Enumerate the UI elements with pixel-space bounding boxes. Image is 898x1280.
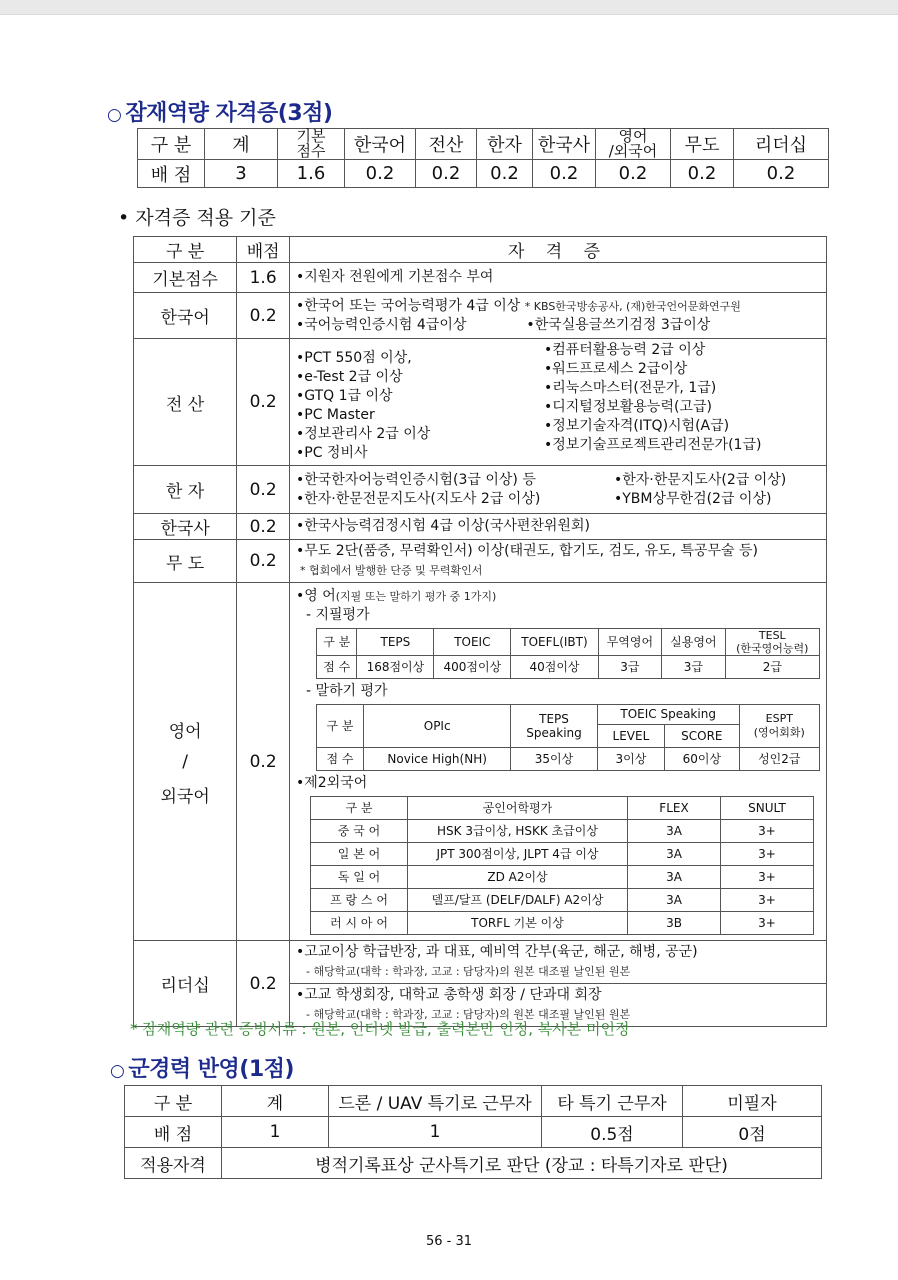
table-row: 일 본 어 JPT 300점이상, JLPT 4급 이상 3A 3+ <box>311 843 814 866</box>
table-row: 한국어 0.2 •한국어 또는 국어능력평가 4급 이상 * KBS한국방송공사, (재)한국언어문화연구원 •국어능력인증시험 4급이상 •한국실용글쓰기검정 3급이상 <box>134 293 827 339</box>
table-row: 구 분 계 드론 / UAV 특기로 근무자 타 특기 근무자 미필자 <box>125 1086 822 1117</box>
table-row: 리더십 0.2 •고교이상 학급반장, 과 대표, 예비역 간부(육군, 해군, 해병, 공군) - 해당학교(대학 : 학과장, 고교 : 담당자)의 원본 대조필 날인된 원본 •고교 학생회장, 대학교 총학생 회장 / 단과대 회장 - 해당학교(대학 : 학과장, 고교 : 담당자)의 원본 대조필 날인된 원본 <box>134 941 827 1027</box>
table-row: 구 분 공인어학평가 FLEX SNULT <box>311 797 814 820</box>
evidence-footnote: * 잠재역량 관련 증빙서류 : 원본, 인터넷 발급, 출력본만 인정, 복사본 미인정 <box>130 1020 630 1038</box>
table-row: 구 분 TEPS TOEIC TOEFL(IBT) 무역영어 실용영어 TESL (한국영어능력) <box>317 629 820 656</box>
table-row: 점 수 Novice High(NH) 35이상 3이상 60이상 성인2급 <box>317 748 820 771</box>
table-row: 배 점 1 1 0.5점 0점 <box>125 1117 822 1148</box>
criteria-table <box>133 236 827 1027</box>
table-row: 전 산 0.2 •PCT 550점 이상, •e-Test 2급 이상 •GTQ 1급 이상 •PC Master •정보관리사 2급 이상 •PC 정비사 •컴퓨터활용능력 2급 이상 •워드프로세스 2급이상 •리눅스마스터(전문가, 1급) •디지털정보활용능력(고급) •정보기술자격(ITQ)시험(A급) •정보기술프로젝트관리전문가(1급) <box>134 339 827 466</box>
table-row: 구 분 배점 자 격 증 <box>134 237 827 263</box>
table-row: LEVEL SCORE <box>317 725 820 748</box>
table-row: 중 국 어 HSK 3급이상, HSKK 초급이상 3A 3+ <box>311 820 814 843</box>
table-row: 구 분 OPIc TEPS Speaking TOEIC Speaking ESPT (영어회화) <box>317 705 820 725</box>
second-language-table <box>310 796 814 935</box>
table-row: 한 자 0.2 •한국한자어능력인증시험(3급 이상) 등 •한자·한문지도사(2급 이상) •한자·한문전문지도사(지도사 2급 이상) •YBM상무한검(2급 이상) <box>134 466 827 514</box>
section2-title: ○ 군경력 반영(1점) <box>110 1057 294 1082</box>
table-row: 배 점 3 1.6 0.2 0.2 0.2 0.2 0.2 0.2 0.2 <box>138 160 829 188</box>
table-row: 영어 / 외국어 0.2 •영 어(지필 또는 말하기 평가 중 1가지) - 지필평가 구 분 TEPS TOEIC TOEFL(IBT) 무역영어 실용영어 TESL (한국영어능력) 점 수 168점이상 400점이상 40점이상 3급 3급 2급 - 말하기 평가 구 분 OPIc TEPS Speaking TOEIC Speaking ESPT (영어회화) LEVEL SCORE 점 수 Novice High(NH) 35이상 3이상 60이상 성인2급 •제2외국어 구 분 공인어학평가 FLEX SNULT 중 국 어 HSK 3급이상, HSKK 초급이상 3A 3+ 일 본 어 JPT 300점이상, JLPT 4급 이상 3A 3+ 독 일 어 ZD A2이상 3A 3+ 프 랑 스 어 델프/달프 (DELF/DALF) A2이상 3A 3+ 러 시 아 어 TORFL 기본 이상 3B 3+ <box>134 583 827 941</box>
table-row: 무 도 0.2 •무도 2단(품증, 무력확인서) 이상(태권도, 합기도, 검도, 유도, 특공무술 등) * 협회에서 발행한 단증 및 무력확인서 <box>134 540 827 583</box>
bullet-circle: ○ <box>107 105 122 125</box>
table-row: 한국사 0.2 •한국사능력검정시험 4급 이상(국사편찬위원회) <box>134 514 827 540</box>
table-row: 독 일 어 ZD A2이상 3A 3+ <box>311 866 814 889</box>
bullet-circle: ○ <box>110 1061 125 1081</box>
table-row: 기본점수 1.6 •지원자 전원에게 기본점수 부여 <box>134 263 827 293</box>
speaking-test-table <box>316 704 820 771</box>
table-row: 적용자격 병적기록표상 군사특기로 판단 (장교 : 타특기자로 판단) <box>125 1148 822 1179</box>
page-number: 56 - 31 <box>425 1234 473 1249</box>
score-table <box>137 128 829 188</box>
table-row: 러 시 아 어 TORFL 기본 이상 3B 3+ <box>311 912 814 935</box>
top-bar <box>0 0 898 15</box>
table-row: 구 분 계 기본 점수 한국어 전산 한자 한국사 영어 /외국어 무도 리더십 <box>138 129 829 160</box>
section1-title: ○ 잠재역량 자격증(3점) <box>107 101 333 126</box>
table-row: 프 랑 스 어 델프/달프 (DELF/DALF) A2이상 3A 3+ <box>311 889 814 912</box>
written-test-table <box>316 628 820 679</box>
military-table <box>124 1085 822 1179</box>
table-row: 점 수 168점이상 400점이상 40점이상 3급 3급 2급 <box>317 656 820 679</box>
criteria-title: • 자격증 적용 기준 <box>118 207 276 229</box>
